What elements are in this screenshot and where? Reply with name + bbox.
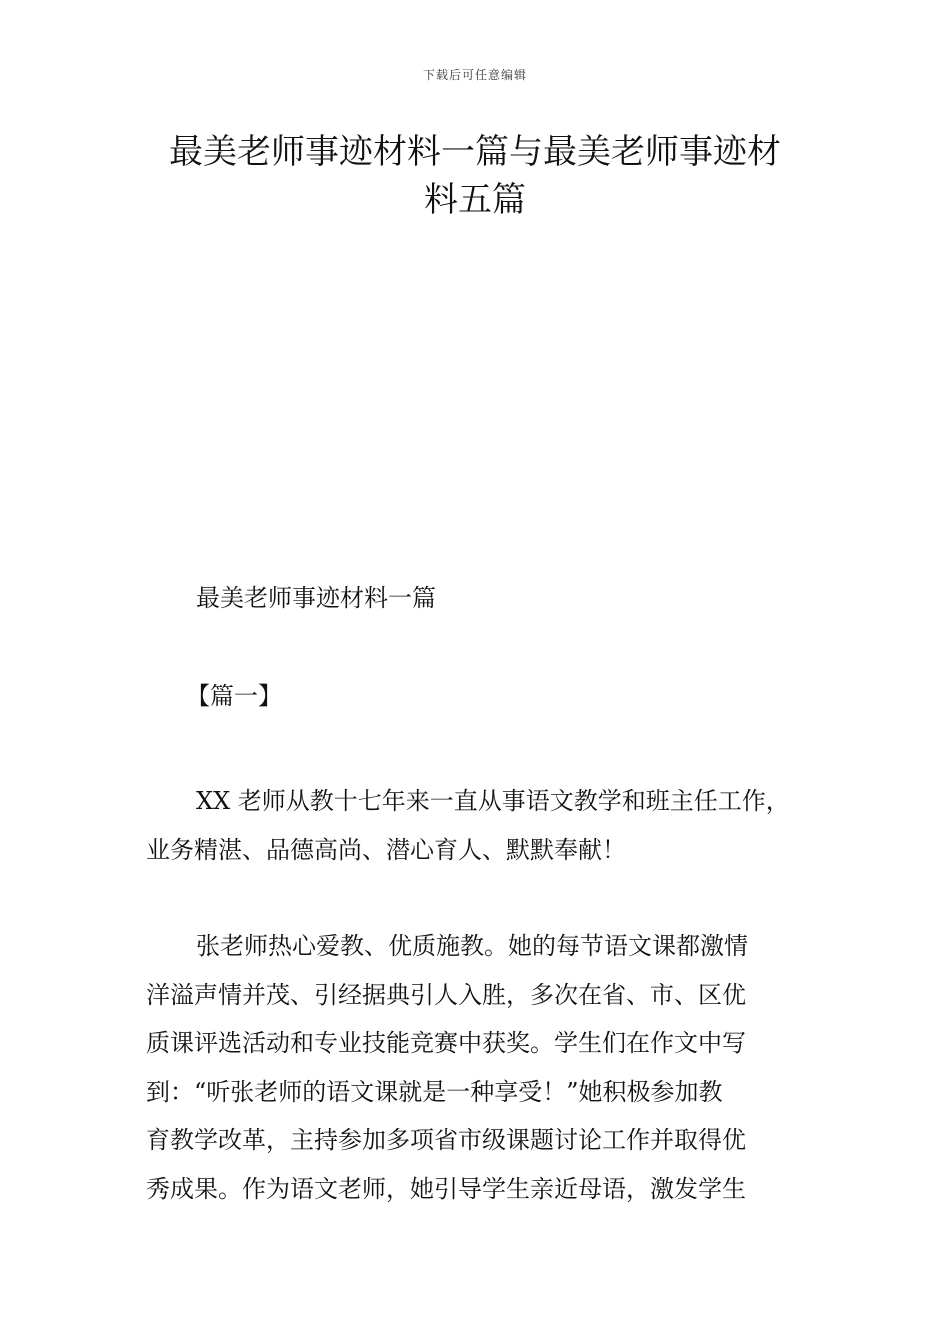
- paragraph-line: 质课评选活动和专业技能竞赛中获奖。学生们在作文中写: [146, 1029, 746, 1057]
- document-title: [150, 128, 800, 224]
- paragraph-line: 到：“听张老师的语文课就是一种享受！”她积极参加教: [146, 1077, 723, 1106]
- paragraph-line: 秀成果。作为语文老师，她引导学生亲近母语，激发学生: [146, 1174, 746, 1203]
- paragraph-1: [146, 777, 826, 874]
- paragraph-line: 育教学改革，主持参加多项省市级课题讨论工作并取得优: [146, 1126, 746, 1154]
- header-note: 下载后可任意编辑: [422, 68, 527, 82]
- paragraph-line: 业务精湛、品德高尚、潜心育人、默默奉献！: [146, 835, 626, 864]
- document-title-line-1: 最美老师事迹材料一篇与最美老师事迹材: [169, 132, 781, 172]
- paragraph-line: XX 老师从教十七年来一直从事语文教学和班主任工作，: [196, 787, 790, 815]
- chapter-heading: 【篇一】: [186, 682, 282, 710]
- paragraph-line: 张老师热心爱教、优质施教。她的每节语文课都激情: [196, 932, 748, 960]
- section-heading: 最美老师事迹材料一篇: [196, 584, 436, 612]
- paragraph-line: 洋溢声情并茂、引经据典引人入胜，多次在省、市、区优: [146, 980, 746, 1009]
- document-title-line-2: 料五篇: [424, 180, 526, 220]
- paragraph-2: [146, 922, 826, 1213]
